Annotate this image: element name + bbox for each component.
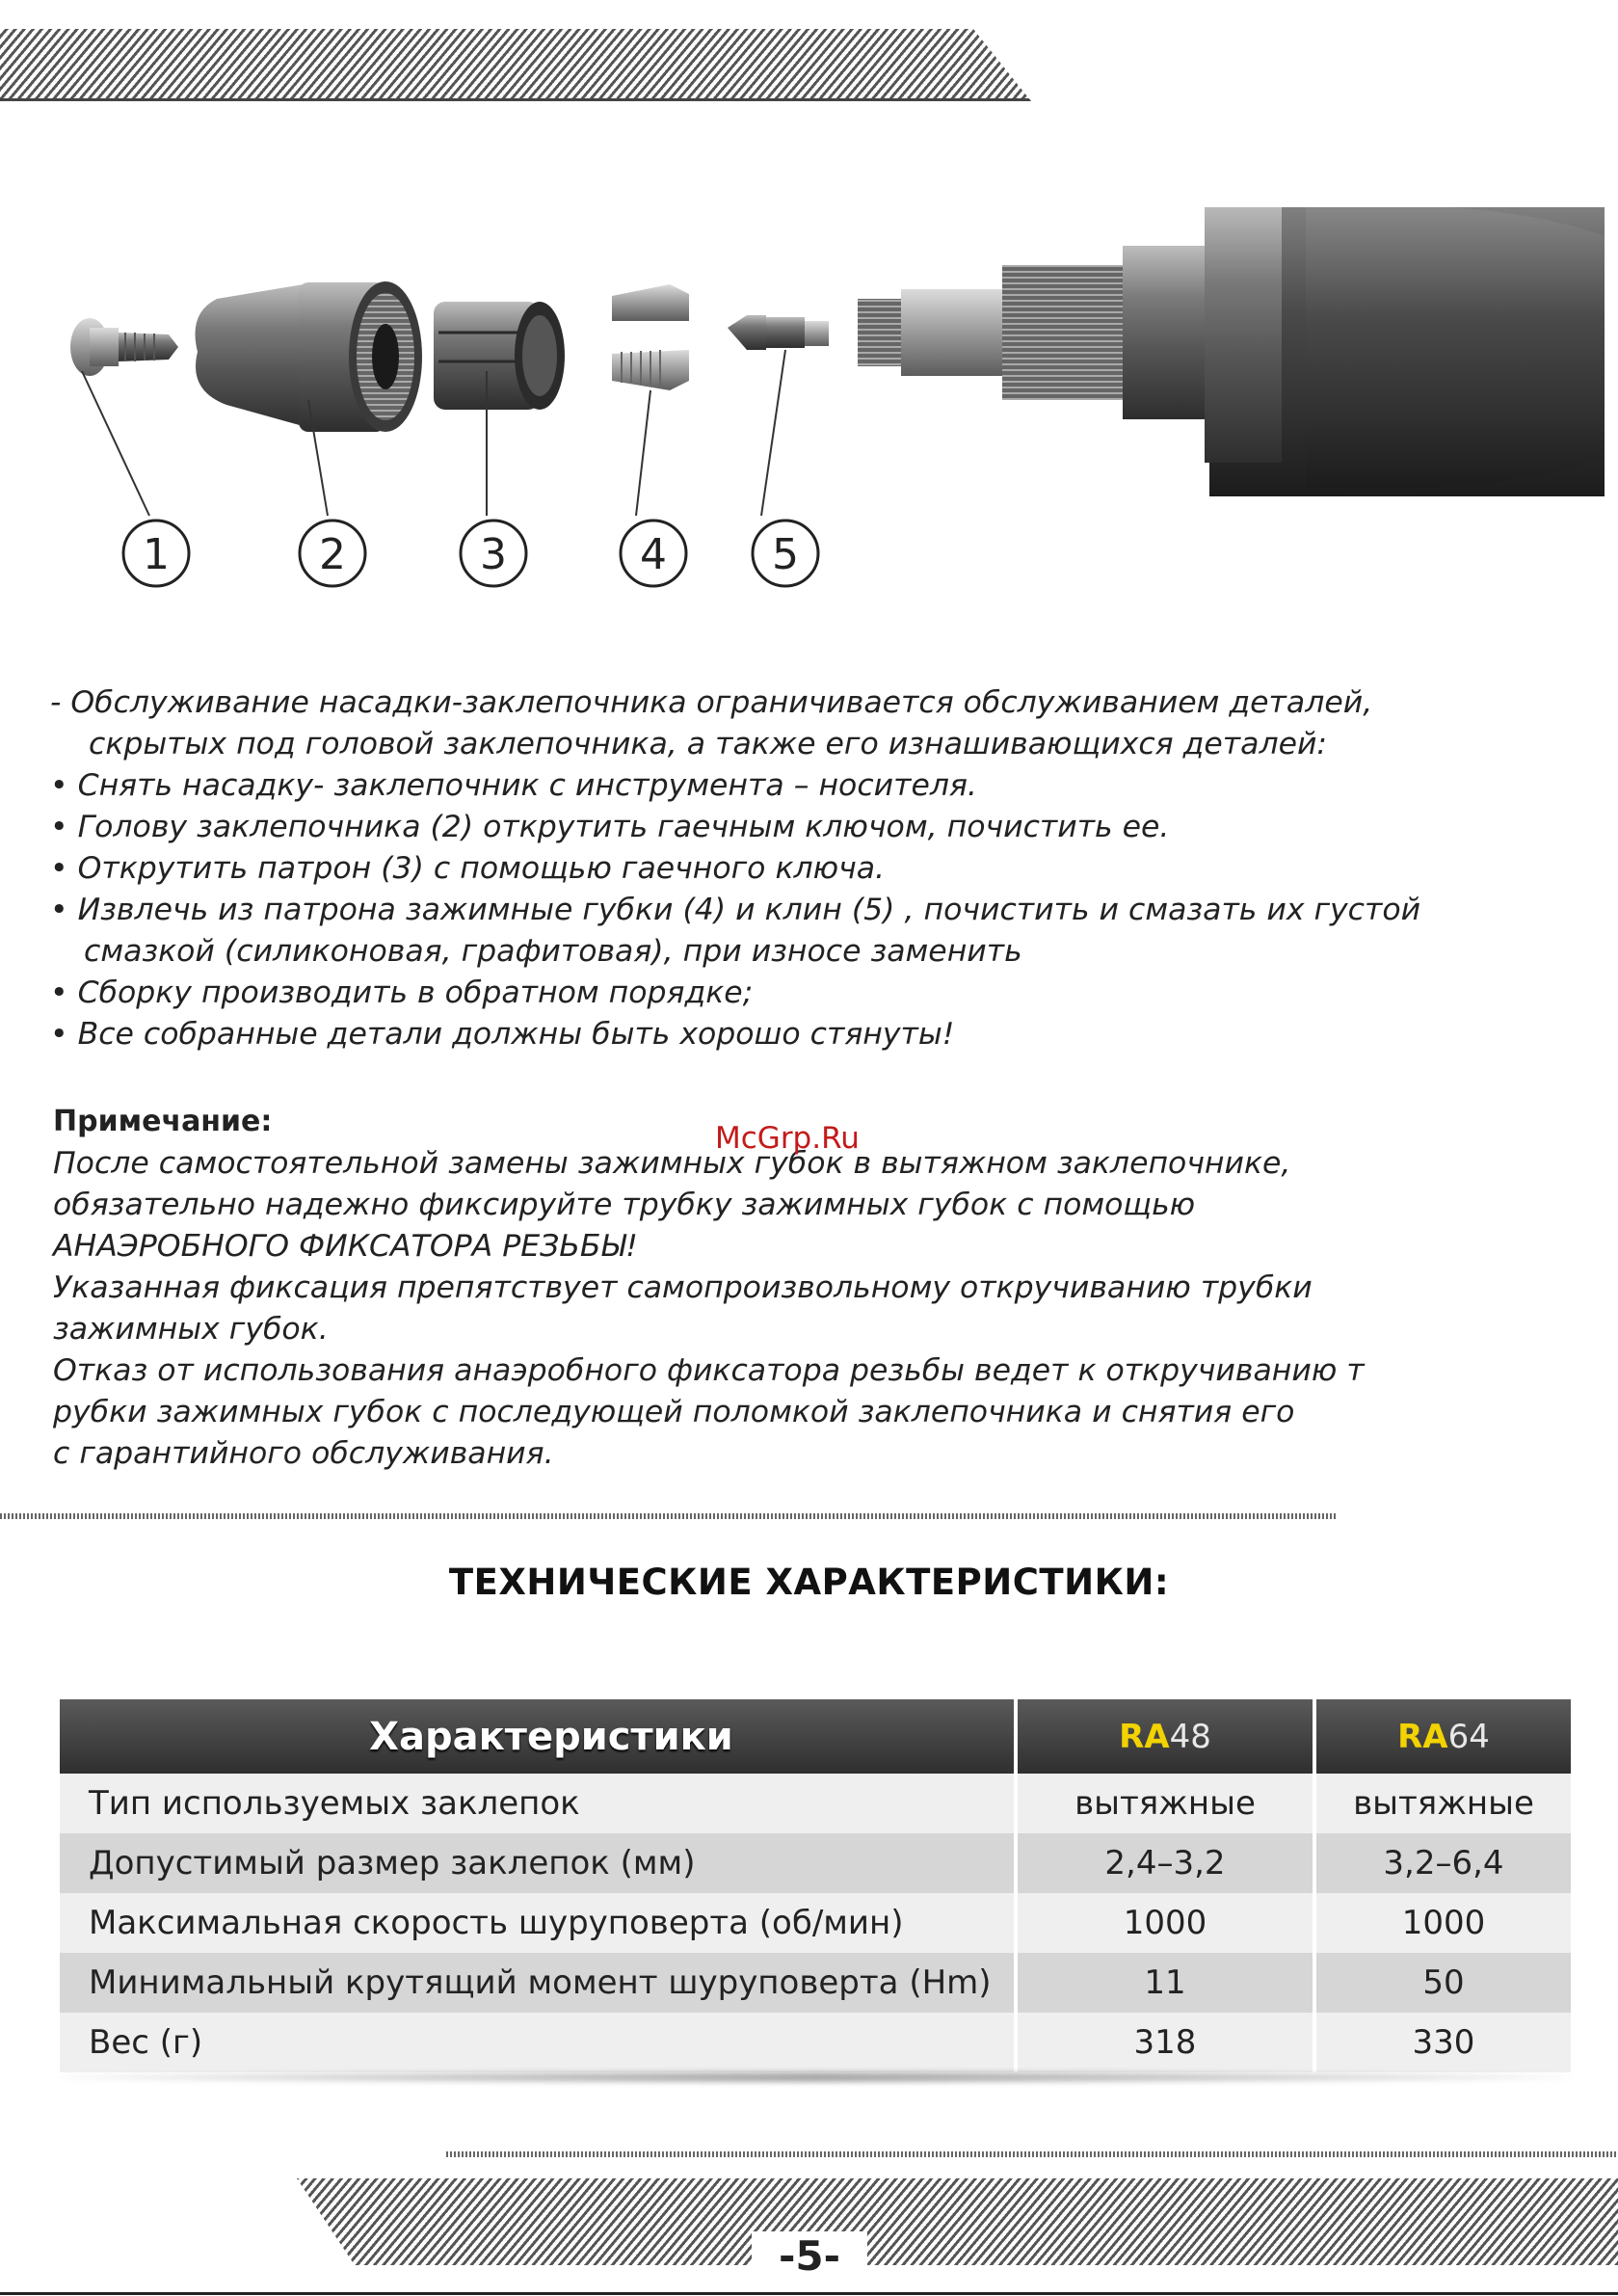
row-value-ra48: вытяжные: [1018, 1774, 1313, 1833]
row-value-ra48: 11: [1018, 1953, 1313, 2013]
instruction-line: • Извлечь из патрона зажимные губки (4) и клин (5) , почистить и смазать их густой: [50, 893, 1421, 927]
instruction-line: • Сборку производить в обратном порядке;: [50, 975, 754, 1010]
callout-1: [123, 521, 189, 586]
header-model-ra48: [1018, 1699, 1313, 1774]
bottom-rule: [0, 2292, 1618, 2295]
table-shadow: [60, 2072, 1571, 2082]
specs-table: [60, 1699, 1571, 2072]
part-1-nozzle: [70, 318, 178, 376]
table-row: [60, 2013, 1571, 2072]
row-value-ra48: 318: [1018, 2013, 1313, 2072]
maintenance-instructions: [50, 682, 1553, 1055]
instruction-line: • Снять насадку- заклепочник с инструмента – носителя.: [50, 768, 977, 803]
callout-2: [300, 521, 365, 586]
row-name: Допустимый размер заклепок (мм): [60, 1833, 1014, 1893]
instruction-line: скрытых под головой заклепочника, а также его изнашивающихся деталей:: [89, 727, 1328, 761]
row-value-ra64: 3,2–6,4: [1316, 1833, 1571, 1893]
callout-4: [621, 521, 686, 586]
page-number: [752, 2231, 867, 2280]
table-header-row: [60, 1699, 1571, 1774]
note-title-colon: :: [260, 1105, 273, 1138]
note-line: обязательно надежно фиксируйте трубку зажимных губок с помощью: [53, 1188, 1196, 1222]
instruction-line: • Все собранные детали должны быть хорошо стянуты!: [50, 1017, 955, 1052]
callout-5-label: 5: [772, 530, 799, 579]
instruction-line: • Открутить патрон (3) с помощью гаечного ключа.: [50, 851, 886, 886]
row-value-ra64: 330: [1316, 2013, 1571, 2072]
model-ra64-prefix: RA: [1397, 1717, 1448, 1756]
note-line: Указанная фиксация препятствует самопроизвольному откручиванию трубки: [53, 1270, 1313, 1305]
callout-3-label: 3: [480, 530, 507, 579]
row-name: Минимальный крутящий момент шуруповерта (Hm): [60, 1953, 1014, 2013]
note-line: рубки зажимных губок с последующей поломкой заклепочника и снятия его: [53, 1395, 1295, 1429]
instruction-line: смазкой (силиконовая, графитовая), при износе заменить: [84, 934, 1022, 969]
header-model-ra64: [1316, 1699, 1571, 1774]
row-value-ra64: 1000: [1316, 1893, 1571, 1953]
part-2-head: [196, 281, 423, 432]
rivet-nozzle-exploded-illustration: [53, 207, 1605, 631]
note-line: После самостоятельной замены зажимных губок в вытяжном заклепочнике,: [53, 1146, 1291, 1181]
instruction-line: • Голову заклепочника (2) открутить гаечным ключом, почистить ее.: [50, 810, 1170, 844]
table-row: [60, 1833, 1571, 1893]
row-value-ra64: 50: [1316, 1953, 1571, 2013]
note-line: Отказ от использования анаэробного фиксатора резьбы ведет к откручиванию т: [53, 1353, 1365, 1388]
callout-3: [461, 521, 526, 586]
watermark: McGrp.Ru: [715, 1121, 860, 1156]
note-body: [53, 1143, 1556, 1475]
table-row: [60, 1953, 1571, 2013]
page-number-text: -5-: [771, 2232, 848, 2280]
callout-1-label: 1: [143, 530, 170, 579]
model-ra64-suffix: 64: [1447, 1717, 1490, 1756]
row-name: Тип используемых заклепок: [60, 1774, 1014, 1833]
row-value-ra48: 1000: [1018, 1893, 1313, 1953]
dotted-separator: [0, 1513, 1338, 1519]
table-row: [60, 1893, 1571, 1953]
part-3-chuck: [434, 302, 565, 410]
note-section: [53, 1101, 1556, 1475]
part-4-jaws: [612, 284, 689, 390]
top-decorative-band: [0, 29, 1031, 101]
bottom-decorative-band: [297, 2178, 1618, 2265]
row-value-ra64: вытяжные: [1316, 1774, 1571, 1833]
tech-specs-title: ТЕХНИЧЕСКИЕ ХАРАКТЕРИСТИКИ:: [448, 1562, 1170, 1603]
tool-body: [858, 207, 1605, 496]
table-row: [60, 1774, 1571, 1833]
row-name: Вес (г): [60, 2013, 1014, 2072]
model-ra48-prefix: RA: [1119, 1717, 1170, 1756]
dotted-separator-bottom: [446, 2151, 1618, 2157]
note-line: АНАЭРОБНОГО ФИКСАТОРА РЕЗЬБЫ!: [53, 1229, 638, 1264]
callout-2-label: 2: [319, 530, 346, 579]
note-line: с гарантийного обслуживания.: [53, 1436, 554, 1471]
row-value-ra48: 2,4–3,2: [1018, 1833, 1313, 1893]
callout-4-label: 4: [640, 530, 667, 579]
note-line: зажимных губок.: [53, 1312, 329, 1347]
note-title-text: Примечание: [53, 1105, 261, 1138]
callout-5: [753, 521, 818, 586]
instruction-line: - Обслуживание насадки-заклепочника ограничивается обслуживанием деталей,: [50, 685, 1373, 720]
part-5-wedge: [728, 315, 829, 350]
header-characteristics: Характеристики: [60, 1699, 1014, 1774]
model-ra48-suffix: 48: [1169, 1717, 1211, 1756]
row-name: Максимальная скорость шуруповерта (об/мин): [60, 1893, 1014, 1953]
